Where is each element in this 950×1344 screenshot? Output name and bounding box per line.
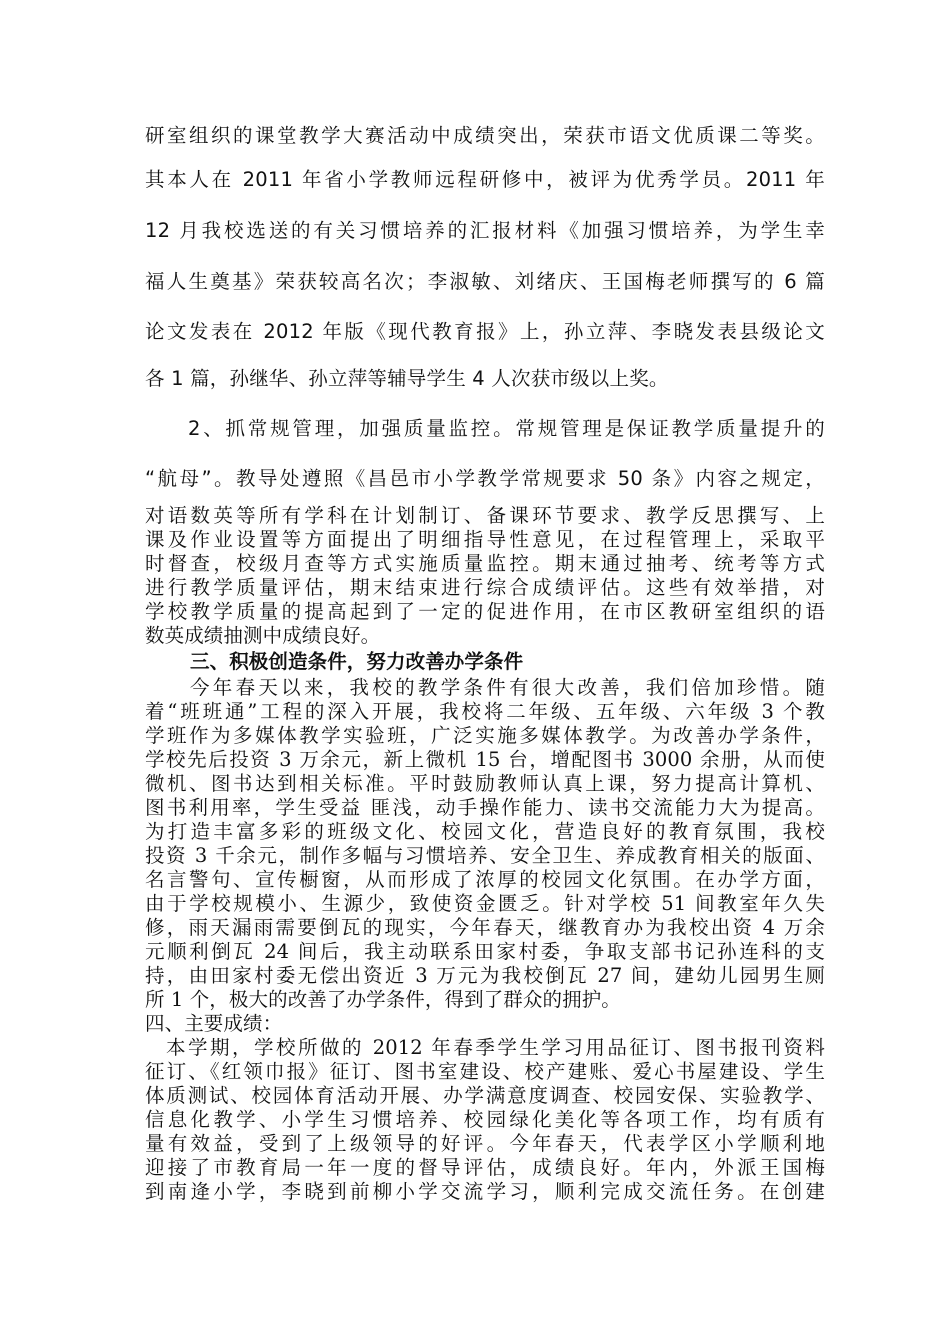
text-line: 由于学校规模小、生源少，致使资金匮乏。针对学校 51 间教室年久失 bbox=[145, 892, 825, 915]
text-line: 量有效益，受到了上级领导的好评。今年春天，代表学区小学顺利地 bbox=[145, 1132, 825, 1155]
text-line: 投资 3 千余元，制作多幅与习惯培养、安全卫生、养成教育相关的版面、 bbox=[145, 844, 825, 867]
text-line: 数英成绩抽测中成绩良好。 bbox=[145, 624, 381, 647]
text-line: 学校教学质量的提高起到了一定的促进作用，在市区教研室组织的语 bbox=[145, 600, 825, 623]
text-line: 所 1 个，极大的改善了办学条件，得到了群众的拥护。 bbox=[145, 988, 621, 1011]
text-line: 到南逄小学，李晓到前柳小学交流学习，顺利完成交流任务。在创建 bbox=[145, 1180, 825, 1203]
text-line: 进行教学质量评估，期末结束进行综合成绩评估。这些有效举措，对 bbox=[145, 576, 825, 599]
text-line: 12 月我校选送的有关习惯培养的汇报材料《加强习惯培养，为学生幸 bbox=[145, 219, 825, 242]
text-line: 征订、《红领巾报》征订、图书室建设、校产建账、爱心书屋建设、学生 bbox=[145, 1060, 825, 1083]
paragraph-2-first-line: 2、抓常规管理，加强质量监控。常规管理是保证教学质量提升的 bbox=[188, 417, 825, 440]
text-line: 持，由田家村委无偿出资近 3 万元为我校倒瓦 27 间，建幼儿园男生厕 bbox=[145, 964, 825, 987]
text-line: 学校先后投资 3 万余元，新上微机 15 台，增配图书 3000 余册，从而使 bbox=[145, 748, 825, 771]
text-line: 各 1 篇，孙继华、孙立萍等辅导学生 4 人次获市级以上奖。 bbox=[145, 367, 669, 390]
text-line: 迎接了市教育局一年一度的督导评估，成绩良好。年内，外派王国梅 bbox=[145, 1156, 825, 1179]
text-line: 对语数英等所有学科在计划制订、备课环节要求、教学反思撰写、上 bbox=[145, 504, 825, 527]
text-line: 福人生奠基》荣获较高名次；李淑敏、刘绪庆、王国梅老师撰写的 6 篇 bbox=[145, 270, 825, 293]
text-line: 着“班班通”工程的深入开展，我校将二年级、五年级、六年级 3 个教 bbox=[145, 700, 825, 723]
text-line: 微机、图书达到相关标准。平时鼓励教师认真上课，努力提高计算机、 bbox=[145, 772, 825, 795]
text-line: 体质测试、校园体育活动开展、办学满意度调查、校园安保、实验教学、 bbox=[145, 1084, 825, 1107]
text-line: 为打造丰富多彩的班级文化、校园文化，营造良好的教育氛围，我校 bbox=[145, 820, 825, 843]
text-line: 本学期，学校所做的 2012 年春季学生学习用品征订、图书报刊资料 bbox=[166, 1036, 825, 1059]
text-line: 今年春天以来，我校的教学条件有很大改善，我们倍加珍惜。随 bbox=[190, 676, 825, 699]
text-line: 时督查，校级月查等方式实施质量监控。期末通过抽考、统考等方式 bbox=[145, 552, 825, 575]
section-heading-3: 三、积极创造条件，努力改善办学条件 bbox=[190, 650, 524, 673]
text-line: 信息化教学、小学生习惯培养、校园绿化美化等各项工作，均有质有 bbox=[145, 1108, 825, 1131]
text-line: 图书利用率，学生受益 匪浅，动手操作能力、读书交流能力大为提高。 bbox=[145, 796, 825, 819]
text-line: “航母”。教导处遵照《昌邑市小学教学常规要求 50 条》内容之规定， bbox=[145, 467, 825, 490]
text-line: 修，雨天漏雨需要倒瓦的现实，今年春天，继教育办为我校出资 4 万余 bbox=[145, 916, 825, 939]
text-line: 课及作业设置等方面提出了明细指导性意见，在过程管理上，采取平 bbox=[145, 528, 825, 551]
section-heading-4: 四、主要成绩： bbox=[145, 1012, 283, 1035]
text-line: 其本人在 2011 年省小学教师远程研修中，被评为优秀学员。2011 年 bbox=[145, 168, 825, 191]
text-line: 论文发表在 2012 年版《现代教育报》上，孙立萍、李晓发表县级论文 bbox=[145, 320, 825, 343]
text-line: 元顺利倒瓦 24 间后，我主动联系田家村委，争取支部书记孙连科的支 bbox=[145, 940, 825, 963]
text-line: 研室组织的课堂教学大赛活动中成绩突出，荣获市语文优质课二等奖。 bbox=[145, 124, 825, 147]
text-line: 名言警句、宣传橱窗，从而形成了浓厚的校园文化氛围。在办学方面， bbox=[145, 868, 825, 891]
text-line: 学班作为多媒体教学实验班，广泛实施多媒体教学。为改善办学条件， bbox=[145, 724, 825, 747]
